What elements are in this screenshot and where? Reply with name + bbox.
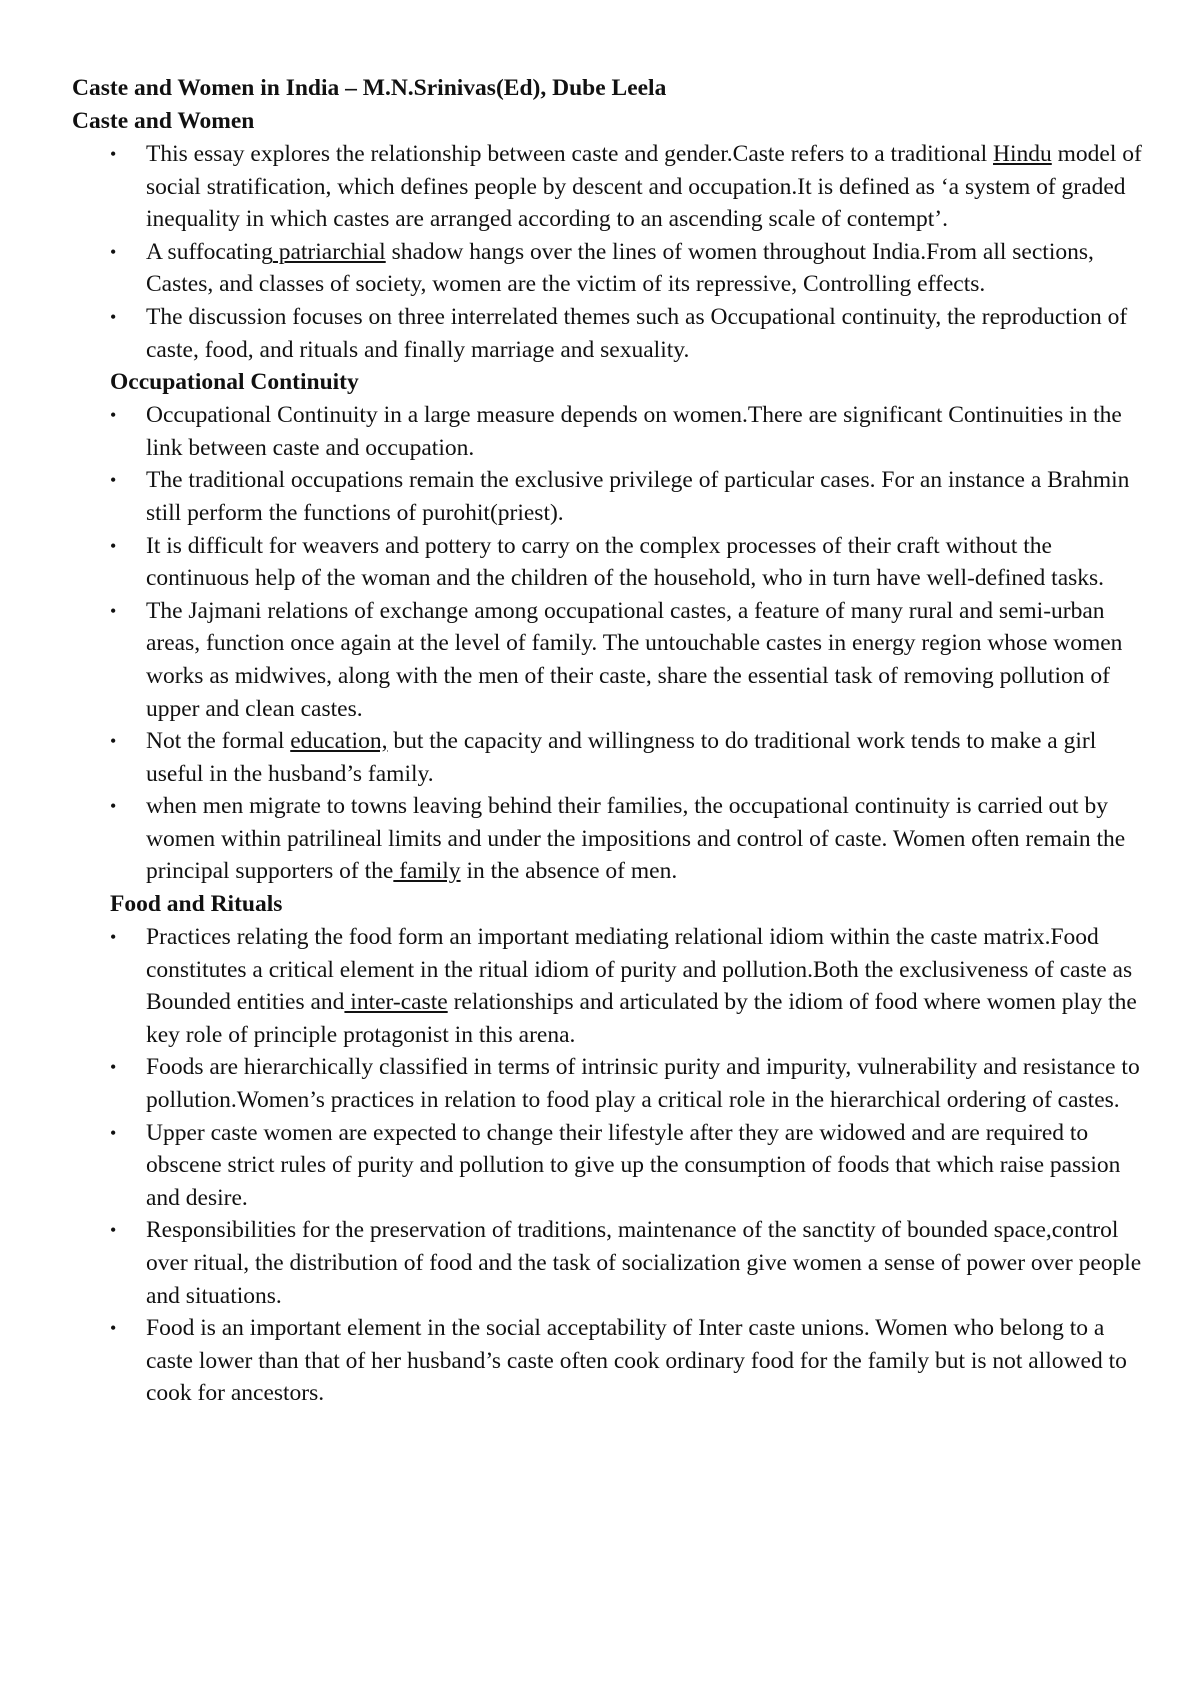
list-item	[110, 399, 1152, 464]
item-text: Foods are hierarchically classified in terms of intrinsic purity and impurity, vulnerability and resistance to pollution.Women’s practices in relation to food play a critical role in the hierarchical ordering of castes.	[146, 1054, 1140, 1114]
item-text: Responsibilities for the preservation of traditions, maintenance of the sanctity of bounded space,control over ritual, the distribution of food and the task of socialization give women a sense of power over people and situations.	[146, 1217, 1142, 1309]
item-text: relationships and articulated by the idiom of food where women play the key role of principle protagonist in this arena.	[146, 989, 1137, 1048]
bullet-icon: •	[110, 1220, 117, 1241]
bullet-icon: •	[110, 600, 117, 621]
item-text: This essay explores the relationship between caste and gender.Caste refers to a traditional	[146, 141, 994, 167]
document-title: Caste and Women in India – M.N.Srinivas(Ed), Dube Leela	[72, 75, 667, 101]
list-item	[110, 236, 1152, 301]
bullet-icon: •	[110, 796, 117, 817]
list-item	[110, 921, 1152, 1051]
list-item	[110, 1214, 1152, 1312]
item-text: Upper caste women are expected to change their lifestyle after they are widowed and are required to obscene strict rules of purity and pollution to give up the consumption of foods that which raise passion and desire.	[146, 1119, 1121, 1211]
item-text: The Jajmani relations of exchange among occupational castes, a feature of many rural and semi-urban areas, function once again at the level of family. The untouchable castes in energy region whose women works as midwives, along with the men of their caste, share the essential task of removing pollution of upper and clean castes.	[146, 597, 1123, 722]
item-text: Not the formal	[146, 728, 291, 755]
list-item	[110, 1312, 1152, 1410]
list-item	[110, 1117, 1152, 1215]
item-text: The traditional occupations remain the exclusive privilege of particular cases. For an instance a Brahmin still perform the functions of purohit(priest).	[146, 467, 1130, 526]
list-item	[110, 530, 1152, 595]
list-item	[110, 464, 1152, 529]
bullet-icon: •	[110, 927, 117, 948]
inter-caste-link[interactable]: inter-caste	[344, 989, 448, 1016]
list-item	[110, 790, 1152, 888]
list-food-and-rituals	[72, 921, 1152, 1410]
section-heading-caste-and-women: Caste and Women	[72, 108, 255, 134]
item-text: A suffocating	[146, 238, 273, 265]
section-heading-food-and-rituals: Food and Rituals	[110, 891, 283, 918]
section-heading-occupational-continuity: Occupational Continuity	[110, 369, 359, 396]
bullet-icon: •	[110, 1122, 117, 1143]
bullet-icon: •	[110, 405, 117, 426]
item-text: Occupational Continuity in a large measure depends on women.There are significant Continuities in the link between caste and occupation.	[146, 402, 1122, 461]
education-link[interactable]: education,	[290, 728, 388, 755]
item-text: The discussion focuses on three interrelated themes such as Occupational continuity, the reproduction of caste, food, and rituals and finally marriage and sexuality.	[146, 303, 1128, 363]
item-text: shadow hangs over the lines of women throughout India.From all sections, Castes, and classes of society, women are the victim of its repressive, Controlling effects.	[146, 238, 1094, 298]
item-text: Food is an important element in the social acceptability of Inter caste unions. Women who belong to a caste lower than that of her husband’s caste often cook ordinary food for the family but is not allowed to cook for ancestors.	[146, 1315, 1127, 1407]
bullet-icon: •	[110, 731, 117, 752]
bullet-icon: •	[110, 241, 117, 262]
bullet-icon: •	[110, 1057, 117, 1078]
item-text: Practices relating the food form an important mediating relational idiom within the caste matrix.Food constitutes a critical element in the ritual idiom of purity and pollution.Both the exclusiveness of caste as Bounded entities and	[146, 924, 1133, 1016]
patriarchial-link[interactable]: patriarchial	[272, 238, 386, 265]
item-text: model of social stratification, which defines people by descent and occupation.It is defined as ‘a system of graded inequality in which castes are arranged according to an ascending scale of contempt’.	[146, 141, 1142, 233]
list-item	[110, 1051, 1152, 1116]
list-item	[110, 138, 1152, 236]
list-caste-and-women	[72, 138, 1152, 366]
hindu-link[interactable]: Hindu	[993, 141, 1052, 167]
list-item	[110, 725, 1152, 790]
item-text: in the absence of men.	[460, 858, 678, 885]
bullet-icon: •	[110, 1318, 117, 1339]
list-item	[110, 301, 1152, 366]
item-text: when men migrate to towns leaving behind their families, the occupational continuity is carried out by women within patrilineal limits and under the impositions and control of caste. Women often remain the principal supporters of the	[146, 793, 1126, 885]
list-occupational-continuity	[72, 399, 1152, 888]
item-text: but the capacity and willingness to do traditional work tends to make a girl useful in the husband’s family.	[146, 728, 1097, 787]
bullet-icon: •	[110, 535, 117, 556]
family-link[interactable]: family	[393, 858, 461, 885]
bullet-icon: •	[110, 306, 117, 327]
list-item	[110, 595, 1152, 725]
bullet-icon: •	[110, 144, 117, 164]
item-text: It is difficult for weavers and pottery to carry on the complex processes of their craft without the continuous help of the woman and the children of the household, who in turn have well-defined tasks.	[146, 532, 1105, 592]
bullet-icon: •	[110, 470, 117, 491]
